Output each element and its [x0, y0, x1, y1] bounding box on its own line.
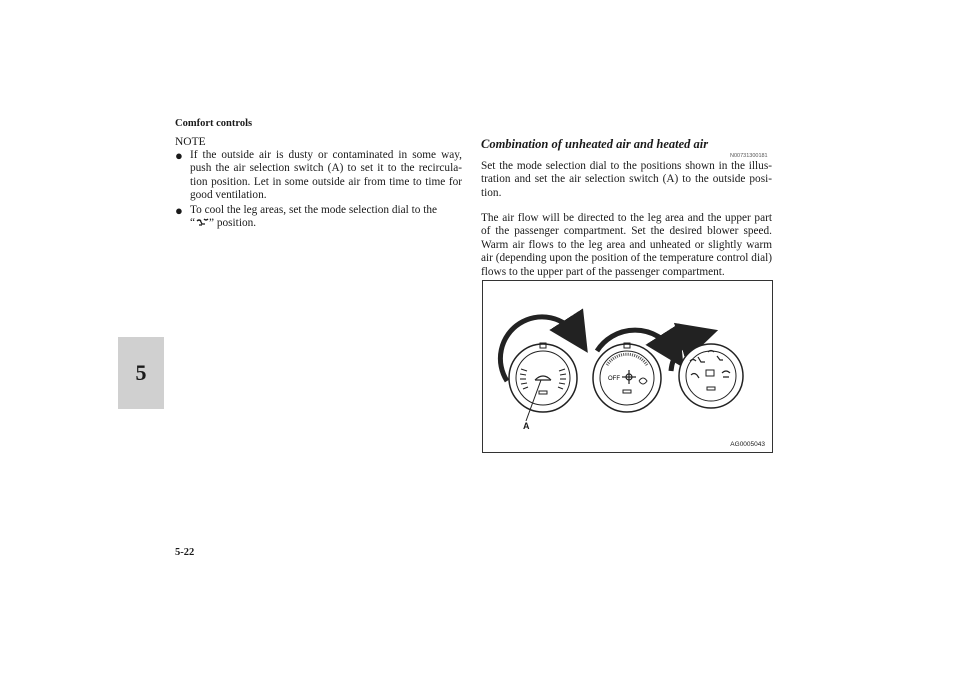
section-title: Combination of unheated air and heated air — [481, 137, 709, 151]
page-number: 5-22 — [175, 547, 195, 558]
off-label: OFF — [608, 376, 620, 382]
climate-control-illustration — [482, 280, 773, 453]
blower-dial — [593, 330, 673, 412]
note-label: NOTE — [175, 136, 206, 148]
paragraph-2: The air flow will be directed to the leg area and the upper part of the passenger compartment. Set the desired blower speed. Warm air flows to the leg area and unheated or slightly warm air (depending upon the position of the temperature control dial) flows to the upper part of the passenger compartment. — [481, 212, 772, 278]
label-a: A — [523, 421, 530, 431]
note-item-1: If the outside air is dusty or contaminated in some way, push the air selection switch (A) to set it to the recircula-tion position. Let in some outside air from time to time for good ventilation. — [190, 149, 462, 202]
note-item-2-suffix: position. — [214, 217, 257, 230]
running-header: Comfort controls — [175, 118, 253, 129]
figure-code: AG0005043 — [730, 441, 765, 448]
mode-dial — [671, 336, 743, 408]
mode-leg-icon — [195, 217, 209, 228]
quote-close: ” — [209, 217, 215, 230]
note-item-2 — [190, 204, 462, 231]
note-item-2-text: To cool the leg areas, set the mode selection dial to the — [190, 204, 438, 216]
chapter-tab — [118, 337, 164, 409]
section-code: N00731300181 — [730, 153, 768, 159]
temperature-dial — [500, 317, 577, 412]
chapter-number: 5 — [135, 360, 147, 385]
bullet-icon: ● — [175, 148, 183, 163]
paragraph-1: Set the mode selection dial to the positions shown in the illus-tration and set the air selection switch (A) to the outside posi-tion. — [481, 160, 772, 199]
bullet-icon: ● — [175, 203, 183, 218]
quote-open: “ — [190, 217, 196, 230]
